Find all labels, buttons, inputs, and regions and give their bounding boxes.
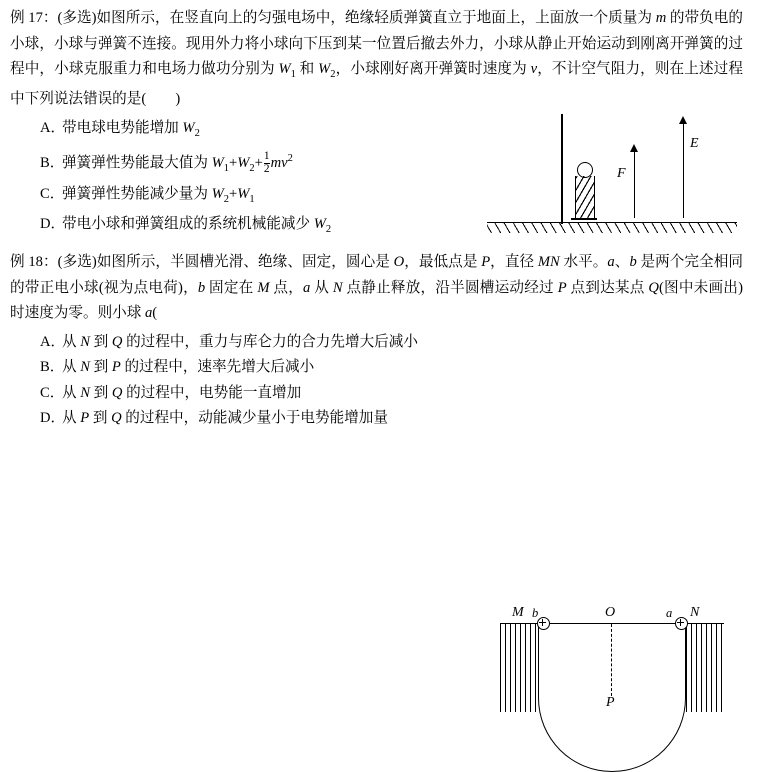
option-b: B．从 N 到 P 的过程中，速率先增大后减小: [40, 359, 315, 375]
problem-17-stem: 例 17：(多选)如图所示，在竖直向上的匀强电场中，绝缘轻质弹簧直立于地面上，上面放一个质量为 m 的带负电的小球，小球与弹簧不连接。现用外力将小球向下压到某一位置后撤去外力，小球从静止开始运动到刚离开弹簧的过程中，小球克服重力和电场力做功分别为 $W_1$ 和 $W_2$，小球刚好离开弹簧时速度为 v，不计空气阻力，则在上述过程中下列说法错误的是( ): [10, 10, 743, 108]
force-arrow-head: [630, 144, 638, 152]
option-b: B．弹簧弹性势能最大值为 $W_1+W_2+$ $\frac{1}{2}$ $mv^2$: [40, 150, 293, 176]
ground-hatching: [487, 223, 737, 233]
spring-base: [571, 218, 597, 220]
label-b: b: [532, 606, 539, 620]
label-F: F: [617, 166, 626, 181]
option-c: C．从 N 到 Q 的过程中，电势能一直增加: [40, 384, 302, 401]
option-d: D．带电小球和弹簧组成的系统机械能减少 $W_2$: [40, 215, 332, 235]
problem-17: [0, 6, 757, 242]
force-arrow-shaft: [634, 152, 635, 218]
right-support-hatching: [686, 624, 724, 712]
option-c: C．弹簧弹性势能减少量为 $W_2+W_1$: [40, 185, 255, 205]
label-N: N: [690, 605, 700, 620]
ground-line: [487, 222, 737, 233]
option-a: A．从 N 到 Q 的过程中，重力与库仑力的合力先增大后减小: [40, 333, 418, 350]
vertical-wall: [561, 114, 563, 224]
label-a: a: [666, 606, 673, 620]
option-d: D．从 P 到 Q 的过程中，动能减少量小于电势能增加量: [40, 410, 388, 426]
left-support-hatching: [500, 624, 538, 712]
charged-ball-a: [675, 617, 688, 630]
field-arrow-shaft: [683, 124, 684, 218]
spring-in-electric-field-diagram: [487, 114, 742, 242]
problem-18-stem: 例 18：(多选)如图所示，半圆槽光滑、绝缘、固定，圆心是 O，最低点是 P，直径 MN 水平。a、b 是两个完全相同的带正电小球(视为点电荷)，b 固定在 M 点，a 从 N 点静止释放，沿半圆槽运动经过 P 点到达某点 Q(图中未画出)时速度为零。则小球 a(: [10, 254, 743, 321]
diameter-line-MN: [500, 623, 724, 624]
label-M: M: [512, 605, 524, 620]
label-P: P: [606, 695, 615, 710]
problem-18-options: [0, 330, 757, 432]
semicircular-groove-diagram: [492, 605, 742, 717]
label-E: E: [690, 136, 699, 151]
spring-coil: [575, 176, 595, 220]
vertical-dashed-radius: [611, 624, 612, 696]
option-a: A．带电球电势能增加 $W_2$: [40, 119, 200, 139]
problem-18: [0, 250, 757, 710]
charged-ball-b: [537, 617, 550, 630]
label-O: O: [605, 605, 616, 620]
field-arrow-head: [679, 116, 687, 124]
